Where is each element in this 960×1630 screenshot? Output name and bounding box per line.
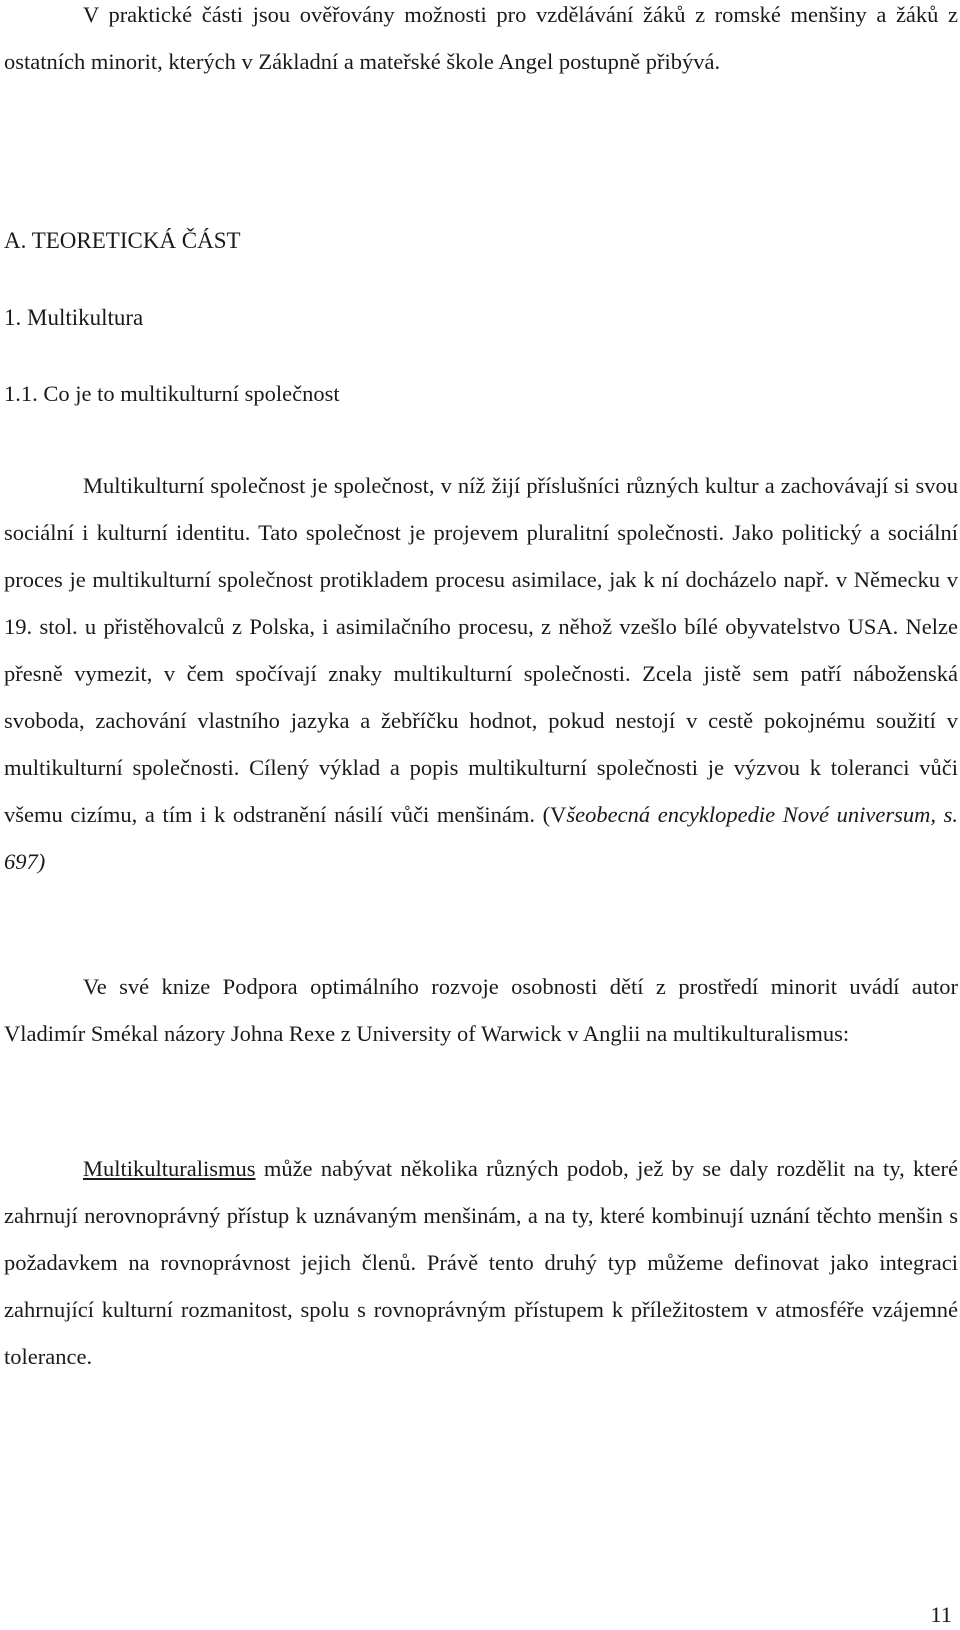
paragraph-multikulturni-spolecnost: [4, 462, 958, 885]
heading-chapter: 1. Multikultura: [4, 305, 144, 330]
paragraph-smekal: Ve své knize Podpora optimálního rozvoje osobnosti dětí z prostředí minorit uvádí autor Vladimír Smékal názory Johna Rexe z University of Warwick v Anglii na multikulturalismus:: [4, 974, 958, 1046]
page-number: 11: [930, 1602, 952, 1627]
document-page: [4, 0, 958, 1626]
paragraph-multikulturalismus: [4, 1145, 958, 1380]
paragraph-text: může nabývat několika různých podob, jež by se daly rozdělit na ty, které zahrnují nerovnoprávný přístup k uznávaným menšinám, a na ty, které kombinují uznání těchto menšin s požadavkem na rovnoprávnost jejich členů. Právě tento druhý typ můžeme definovat jako integraci zahrnující kulturní rozmanitost, spolu s rovnoprávným přístupem k příležitostem v atmosféře vzájemné tolerance.: [4, 1156, 958, 1369]
intro-paragraph: V praktické části jsou ověřovány možnosti pro vzdělávání žáků z romské menšiny a žáků z ostatních minorit, kterých v Základní a mateřské škole Angel postupně přibývá.: [4, 2, 958, 74]
heading-part: A. TEORETICKÁ ČÁST: [4, 228, 241, 253]
paragraph-text: Multikulturní společnost je společnost, v níž žijí příslušníci různých kultur a zachovávají si svou sociální i kulturní identitu. Tato společnost je projevem pluralitní společnosti. Jako politický a sociální proces je multikulturní společnost protikladem procesu asimilace, jak k ní docházelo např. v Německu v 19. stol. u přistěhovalců z Polska, i asimilačního procesu, z něhož vzešlo bílé obyvatelstvo USA. Nelze přesně vymezit, v čem spočívají znaky multikulturní společnosti. Zcela jistě sem patří náboženská svoboda, zachování vlastního jazyka a žebříčku hodnot, pokud nestojí v cestě pokojnému soužití v multikulturní společnosti. Cílený výklad a popis multikulturní společnosti je výzvou k toleranci vůči všemu cizímu, a tím i k odstranění násilí vůči menšinám. (V: [4, 473, 958, 827]
term-multikulturalismus: Multikulturalismus: [83, 1156, 256, 1181]
heading-section: 1.1. Co je to multikulturní společnost: [4, 381, 340, 406]
citation: šeobecná encyklopedie Nové universum, s. 697): [4, 802, 958, 874]
